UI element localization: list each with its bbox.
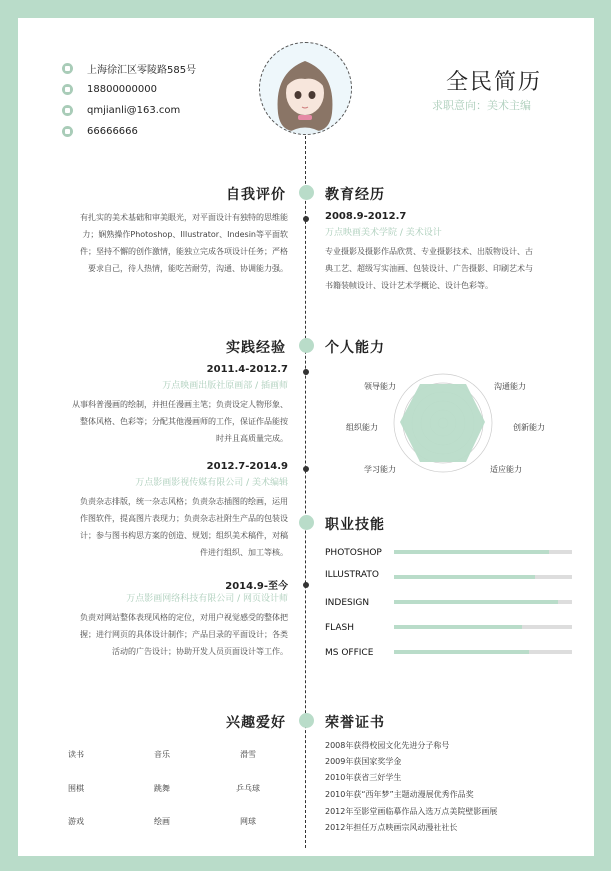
radar-label: 组织能力 xyxy=(346,423,378,432)
contact-block xyxy=(62,58,196,142)
skill-bar-fill xyxy=(394,650,529,654)
timeline-node xyxy=(299,713,314,728)
edu-text: 专业摄影及摄影作品欣赏、专业摄影技术、出版物设计、古 典工艺、超级写实油画、包装设计、广告摄影、印刷艺术与 书籍装帧设计、设计艺术学概论、设计色彩等。 xyxy=(325,247,533,290)
section-title-education: 教育经历 xyxy=(325,187,385,203)
name-title: 全民简历 xyxy=(446,70,543,95)
skill-bar-fill xyxy=(394,625,522,629)
edu-date: 2008.9-2012.7 xyxy=(325,211,407,222)
hobby-item: 跳舞 xyxy=(154,784,170,793)
resume-page xyxy=(18,18,594,856)
timeline-node xyxy=(299,185,314,200)
exp-text: 负责对网站整体表现风格的定位，对用户视觉感受的整体把 握；进行网页的具体设计制作；产品目录的平面设计；各类 活动的广告设计；协助开发人员页面设计等工作。 xyxy=(80,613,288,656)
hobby-item: 网球 xyxy=(240,817,256,826)
hobby-item: 绘画 xyxy=(154,817,170,826)
phone-icon xyxy=(62,84,73,95)
skill-name: PHOTOSHOP xyxy=(325,548,382,558)
skill-bar xyxy=(394,550,572,554)
honor-item: 2012年担任万点映画宗风动漫社社长 xyxy=(325,823,458,832)
skill-bar xyxy=(394,650,572,654)
section-title-ability: 个人能力 xyxy=(325,340,385,356)
timeline-node xyxy=(299,338,314,353)
timeline-dot xyxy=(303,466,309,472)
exp-org: 万点影画网络科技有限公司 / 网页设计师 xyxy=(126,594,288,604)
mail-icon xyxy=(62,105,73,116)
honor-item: 2010年获“西年梦”主题动漫展优秀作品奖 xyxy=(325,790,474,799)
avatar xyxy=(259,42,352,135)
job-intent: 求职意向：美术主编 xyxy=(432,99,531,112)
hobby-item: 游戏 xyxy=(68,817,84,826)
skill-bar xyxy=(394,600,572,604)
edu-org: 万点映画美术学院 / 美术设计 xyxy=(325,228,442,238)
radar-label: 领导能力 xyxy=(364,382,396,391)
section-title-hobbies: 兴趣爱好 xyxy=(226,715,286,731)
ability-radar xyxy=(392,372,494,474)
skill-name: MS OFFICE xyxy=(325,648,374,658)
radar-label: 适应能力 xyxy=(490,465,522,474)
qq-icon xyxy=(62,126,73,137)
self-eval-text: 有扎实的美术基础和审美眼光，对平面设计有独特的思维能 力；娴熟操作Photoshop、Illustrator、Indesin等平面软 件；坚持不懈的创作激情，能独立完成各项设计任务；严格 要求自己，待人热情，能吃苦耐劳，沟通、协调能力强。 xyxy=(80,213,288,273)
contact-phone: 18800000000 xyxy=(62,79,196,100)
radar-label: 沟通能力 xyxy=(494,382,526,391)
hobby-item: 音乐 xyxy=(154,750,170,759)
radar-label: 学习能力 xyxy=(364,465,396,474)
skill-bar xyxy=(394,575,572,579)
honor-item: 2010年获省三好学生 xyxy=(325,773,402,782)
exp-date: 2011.4-2012.7 xyxy=(206,364,288,375)
exp-org: 万点影画影视传媒有限公司 / 美术编辑 xyxy=(135,478,288,488)
honor-item: 2009年获国家奖学金 xyxy=(325,757,402,766)
contact-email: qmjianli@163.com xyxy=(62,100,196,121)
section-title-practice: 实践经验 xyxy=(226,340,286,356)
skill-bar-fill xyxy=(394,600,558,604)
skill-name: INDESIGN xyxy=(325,598,370,608)
timeline-dot xyxy=(303,216,309,222)
exp-text: 从事科普漫画的绘制，并担任漫画主笔；负责设定人物形象、 整体风格、色彩等；分配其他漫画师的工作，保证作品能按 时并且高质量完成。 xyxy=(72,400,288,443)
contact-address: 上海徐汇区零陵路585号 xyxy=(62,58,196,79)
location-icon xyxy=(62,63,73,74)
radar-label: 创新能力 xyxy=(513,423,545,432)
skill-name: ILLUSTRATO xyxy=(325,570,379,580)
exp-text: 负责杂志排版，统一杂志风格；负责杂志插图的绘画，运用 作图软件，提高图片表现力；负责杂志社附生产品的包装设 计；参与图书构思方案的创造、规划；组织美术稿件，对稿 件进行组织、加工等核。 xyxy=(80,497,288,557)
skill-bar xyxy=(394,625,572,629)
timeline-node xyxy=(299,515,314,530)
skill-name: FLASH xyxy=(325,623,355,633)
honor-item: 2012年至影堂画临摹作品入选万点美院壁影画展 xyxy=(325,807,498,816)
timeline-dot xyxy=(303,582,309,588)
section-title-self: 自我评价 xyxy=(226,187,286,203)
hobby-item: 乒乓球 xyxy=(236,784,260,793)
exp-org: 万点映画出版社原画部 / 插画师 xyxy=(162,381,288,391)
honor-item: 2008年获得校园文化先进分子称号 xyxy=(325,741,450,750)
section-title-skills: 职业技能 xyxy=(325,517,385,533)
contact-qq: 66666666 xyxy=(62,121,196,142)
hobby-item: 滑雪 xyxy=(240,750,256,759)
hobby-item: 读书 xyxy=(68,750,84,759)
timeline-line xyxy=(305,136,306,848)
hobby-item: 围棋 xyxy=(68,784,84,793)
section-title-honors: 荣誉证书 xyxy=(325,715,385,731)
skill-bar-fill xyxy=(394,575,535,579)
timeline-dot xyxy=(303,369,309,375)
exp-date: 2014.9-至今 xyxy=(225,581,288,592)
skill-bar-fill xyxy=(394,550,549,554)
exp-date: 2012.7-2014.9 xyxy=(206,461,288,472)
